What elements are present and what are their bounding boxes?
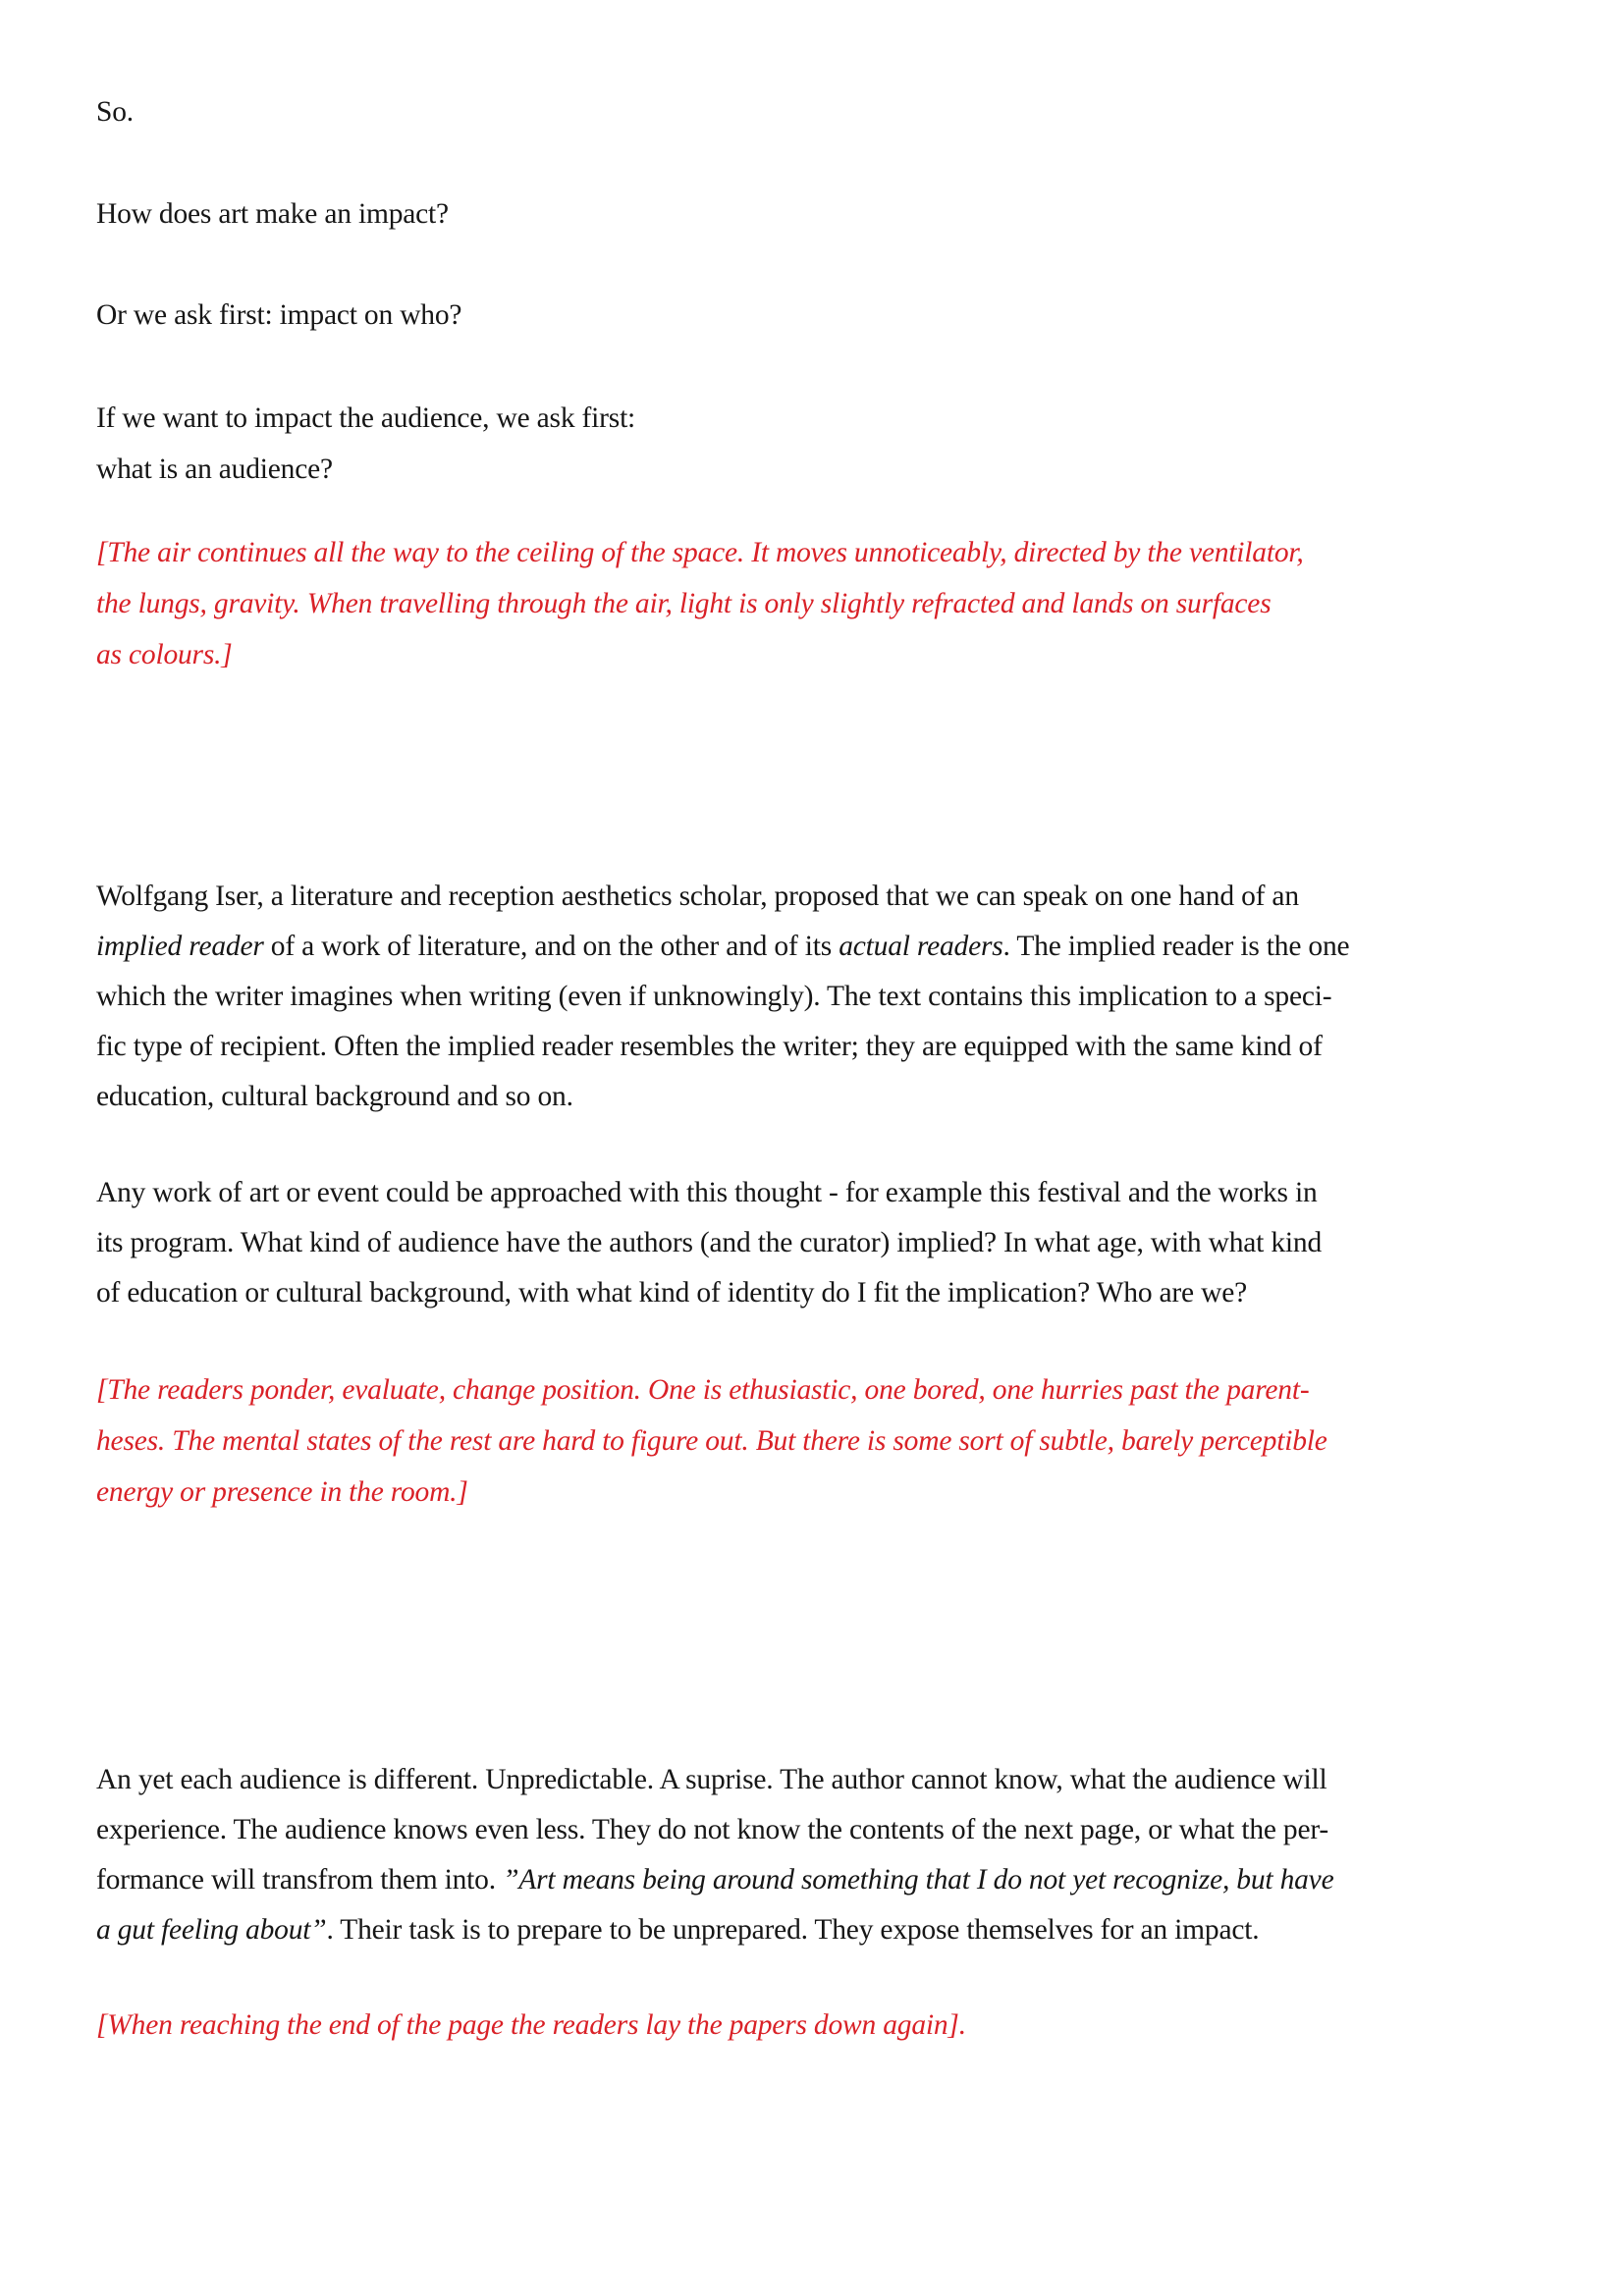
stage-direction-2-line-3: energy or presence in the room.] xyxy=(96,1476,468,1508)
italic-quote-art-means: ”Art means being around something that I do not yet recognize, but have xyxy=(503,1864,1334,1896)
audience-line-4 xyxy=(96,1905,1333,1955)
festival-paragraph xyxy=(96,1168,1322,1318)
audience-paragraph xyxy=(96,1755,1333,1955)
stage-direction-1-line-3: as colours.] xyxy=(96,639,233,670)
stage-direction-2-line-1: [The readers ponder, evaluate, change position. One is ethusiastic, one bored, one hurries past the parent- xyxy=(96,1374,1310,1406)
intro-question-3-block xyxy=(96,393,635,495)
stage-direction-1-line-1: [The air continues all the way to the ceiling of the space. It moves unnoticeably, directed by the ventilator, xyxy=(96,537,1304,568)
iser-line-2 xyxy=(96,922,1349,972)
intro-question-2-block xyxy=(96,290,461,341)
intro-line-question-3a: If we want to impact the audience, we ask first: xyxy=(96,402,636,434)
audience-line-2: experience. The audience knows even less. They do not know the contents of the next page, or what the per- xyxy=(96,1814,1329,1845)
iser-line-2-text: of a work of literature, and on the other and of its xyxy=(263,931,839,962)
stage-direction-1-line-2: the lungs, gravity. When travelling through the air, light is only slightly refracted and lands on surfaces xyxy=(96,588,1272,619)
festival-line-3: of education or cultural background, with what kind of identity do I fit the implication? Who are we? xyxy=(96,1277,1248,1308)
stage-direction-3 xyxy=(96,2000,966,2051)
intro-line-so: So. xyxy=(96,96,134,128)
stage-direction-2 xyxy=(96,1364,1327,1518)
italic-phrase-implied-reader: implied reader xyxy=(96,931,264,962)
iser-line-5: education, cultural background and so on. xyxy=(96,1081,573,1112)
stage-direction-3-line-1: [When reaching the end of the page the readers lay the papers down again]. xyxy=(96,2009,966,2041)
italic-phrase-actual-readers: actual readers xyxy=(839,931,1003,962)
festival-line-1: Any work of art or event could be approached with this thought - for example this festival and the works in xyxy=(96,1177,1318,1208)
iser-line-3: which the writer imagines when writing (even if unknowingly). The text contains this implication to a speci- xyxy=(96,981,1332,1012)
stage-direction-1 xyxy=(96,527,1304,680)
intro-line-question-3b: what is an audience? xyxy=(96,454,333,485)
iser-line-1: Wolfgang Iser, a literature and reception aesthetics scholar, proposed that we can speak on one hand of an xyxy=(96,881,1299,912)
audience-line-4-tail: . Their task is to prepare to be unprepared. They expose themselves for an impact. xyxy=(326,1914,1260,1946)
intro-so-block xyxy=(96,86,134,137)
intro-line-question-1: How does art make an impact? xyxy=(96,198,449,230)
iser-line-4: fic type of recipient. Often the implied reader resembles the writer; they are equipped with the same kind of xyxy=(96,1031,1323,1062)
italic-quote-gut-feeling: a gut feeling about” xyxy=(96,1914,327,1946)
audience-line-1: An yet each audience is different. Unpredictable. A suprise. The author cannot know, what the audience will xyxy=(96,1764,1327,1795)
iser-paragraph xyxy=(96,872,1349,1122)
iser-line-2-tail: . The implied reader is the one xyxy=(1002,931,1350,962)
intro-line-question-2: Or we ask first: impact on who? xyxy=(96,299,462,331)
festival-line-2: its program. What kind of audience have the authors (and the curator) implied? In what age, with what kind xyxy=(96,1227,1322,1258)
audience-line-3-text: formance will transfrom them into. xyxy=(96,1864,504,1896)
intro-question-1-block xyxy=(96,188,449,240)
stage-direction-2-line-2: heses. The mental states of the rest are hard to figure out. But there is some sort of subtle, barely perceptible xyxy=(96,1425,1327,1457)
audience-line-3 xyxy=(96,1855,1333,1905)
